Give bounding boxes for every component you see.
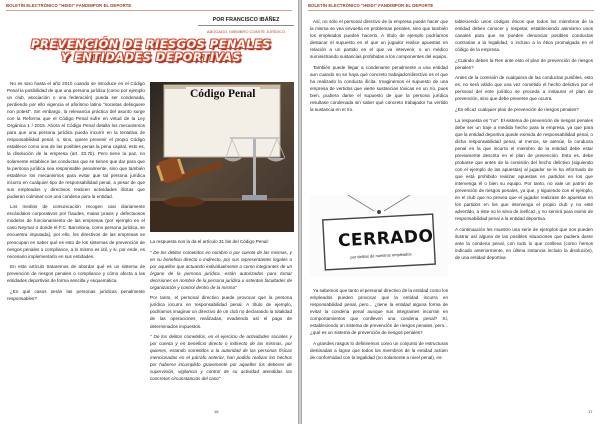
cerrado-sign-subtitle: por delitos de nuestros empleados	[350, 251, 412, 260]
right-page	[302, 0, 600, 424]
right-page-column-1b	[310, 287, 448, 364]
paragraph: Ya sabemos que tanto el personal directivo de la entidad como los empleados pueden provocar que la entidad incurra en responsabilidad penal, pero... ¿tiene la entidad alguna forma de evitar la condena penal aunque sus integrantes incurran en comportamientos que conlleven una condena penal? Sí, estableciendo un sistema de prevención de riesgos penales, pero... ¿qué es un sistema de prevención de riesgos penales?	[310, 288, 449, 336]
page-number-right: 17	[588, 409, 593, 414]
paragraph: También puede llegar a condenarse penalmente a una entidad aun cuando no se haya qué concreto trabajador/directivo es el que ha realizado la conducta ilícita. Imaginemos el supuesto de una empresa de vertidos que vierte sustancias tóxicas en un río, pues bien, pudiera darse el supuesto de que la persona jurídica resultase condenada sin saber qué concreto trabajador ha vertido la sustancia en el río.	[310, 64, 448, 113]
running-head-left: BOLETÍN ELECTRÓNICO "HEIDI" FANDIMPOR EL DEPORTE	[6, 3, 132, 8]
codigo-penal-photo	[150, 82, 294, 232]
paragraph: En este artículo trataremos de abordar qué es un sistema de prevención de riesgos penales o compliance y cómo afecta a las entidades deportivas de forma sencilla y esquemática.	[7, 264, 145, 284]
paragraph: A continuación les muestro una serie de ejemplos que nos pueden ilustrar así alguna de las posibles situaciones que pudiera darse ante la condena penal, con todo lo que conlleva (como hemos indicado anteriormente, en última instancia incluso la disolución), de una entidad deportiva	[455, 226, 593, 260]
paragraph: No es sino hasta el año 2010 cuando se introduce en el Código Penal la posibilidad de que una persona jurídica (como por ejemplo un club, asociación o una federación) pueda ser condenada, perdiendo por ello vigencia el aforismo latino "societas delinquere non potest". Sin embargo, la relevancia práctica del asunto surge con la Reforma que el Código Penal sufre en virtud de la Ley Orgánica 1 / 2015. Ahora el Código Penal detalla los mecanismos para que una persona jurídica pueda incurrir en la tentativa de responsabilidad penal, o, sino, quiere prevenir el propio Código establece como una de las posibles penas la pena capital, esto es, la disolución de la empresa (art. 33.7b). Pero tiene la paz, no solamente establece las conductas que se tienen que dar para que la persona jurídica sea responsable penalmente, sino que también establece los mecanismos para evitar que tal persona jurídica incurra en cualquier tipo de responsabilidad penal, a pesar de que sus empleados y directivos realicen actividades ilícitas que pudieran culminar con una condena para la entidad.	[7, 81, 145, 199]
running-head-right: BOLETÍN ELECTRÓNICO "HEIDI" FANDIMPOR EL DEPORTE	[308, 3, 434, 8]
article-title	[6, 38, 296, 64]
article-title-line-1: PREVENCIÓN DE RIESGOS PENALES	[31, 37, 271, 51]
codigo-penal-label: Código Penal	[186, 87, 260, 101]
question-heading: ¿Es eficaz cualquier plan de prevención de riesgos penales?	[455, 107, 579, 113]
byline	[198, 17, 294, 34]
paragraph: ¿En qué casos serán las personas jurídicas penalmente responsables?	[7, 288, 145, 301]
question-heading: ¿Cuándo deben la Res ante esto el plan de prevención de riesgos penales?	[455, 57, 593, 70]
left-page-column-2	[150, 238, 292, 386]
paragraph: Antes de la comisión de cualquiera de las conductas punibles, esto es, no será válido que una vez cometido el hecho delictivo por el personal del ente jurídico se proceda a instaurar el plan de prevención, sino que debe preverse que ocurra.	[455, 75, 593, 102]
paragraph: Los medios de comunicación recogen casi diariamente escándalos corporativos por fraudes, malas praxis y defectuosos modelos de funcionamiento de las empresas (por ejemplo en el caso Neymar o donde el F.C. Barcelona, como persona jurídica, se encuentra imputada), por ello, los directivos de las empresas se preocupan en saber qué es esto de los sistemas de prevención de riesgos penales o compliance, a lo mismo es útil, y si, por ende, es necesario implementarlo en sus entidades.	[7, 204, 145, 259]
byline-author: POR FRANCISCO IBÁÑEZ	[198, 17, 294, 26]
paragraph: tableciendo unos códigos éticos que todos los miembros de la entidad deben conocer y respetar, estableciendo asimismo unos canales para que se pueden denunciar posibles conductas contrarias a la legalidad, o incluso a la ética promulgada en el código de la empresa.	[455, 19, 593, 53]
paragraph: A grandes rasgos lo definiremos como un conjunto de estructuras destinadas a lograr que todos los miembros de la entidad actúen de conformidad con la legalidad (no solamente a nivel penal), es-	[310, 340, 448, 360]
paragraph: Así, no sólo el personal directivo de la empresa puede hacer que la misma se vea envuelta en problemas penales, sino que también los empleados pueden hacerlo. A título de ejemplo podríamos destacar el supuesto en el que un jugador realice apuestas en relación a un partido en el que va intervenir, o un médico suministrando sustancias prohibidas a los componentes del equipo.	[310, 19, 448, 60]
left-page	[0, 0, 298, 424]
byline-role: ABOGADO, MIEMBRO COMITÉ JURÍDICO	[206, 29, 286, 34]
quote-paragraph: " De los delitos cometidos, en el ejercicio de actividades sociales y por cuenta y en beneficio directo o indirecto de las mismas, por quienes, estando sometidos a la autoridad de las personas físicas mencionadas en el párrafo anterior, han podido realizar los hechos por haberse incumplido gravemente por aquellos los deberes de supervisión, vigilancia y control de su actividad atendidas las concretas circunstancias del caso"	[150, 334, 292, 382]
page-number-left: 16	[214, 409, 219, 414]
quote-paragraph: " De los delitos cometidos en nombre o por cuenta de las mismas, y en su beneficio directo o indirecto, por sus representantes legales o por aquellos que actuando individualmente o como integrantes de un órgano de la persona jurídica, están autorizados para tomar decisiones en nombre de la persona jurídica u ostentan facultades de organización y control dentro de la misma"	[150, 249, 292, 290]
left-page-column-1	[7, 80, 145, 305]
cerrado-sign-photo	[310, 195, 448, 277]
right-page-column-2	[455, 18, 593, 265]
paragraph: La respuesta es "no". El sistema de prevención de riesgos penales debe ser un traje a medida hecho para la empresa, ya que para que la entidad deportiva quede eximida de responsabilidad penal, o dicha responsabilidad penal, al menos, se atenúe, la conducta penal en la que incurra el miembro de la entidad debe estar previamente descrita en el plan de prevención. Esto es, debe probarse que antes de la comisión del hecho delictivo (siguiendo con el ejemplo de las apuestas) al jugador se le ha informado de que está prohibido realizar apuestas en partidos en los que intervenga él o bien su equipo. Por tanto, no vale un patrón de prevención de riesgos penales, ya que, y siguiendo con el ejemplo, en el club que no prevea que el jugador realizase de apuestas en los partidos en los que intervenga el propio club y no esté advertido, a éste no le sirva de ineficaz, y no servirá para eximir de responsabilidad penal a la entidad deportiva.	[455, 117, 593, 222]
running-head-rule	[6, 10, 292, 11]
article-title-line-2: Y ENTIDADES DEPORTIVAS	[60, 50, 242, 64]
paragraph: La respuesta nos la da el artículo 31 bis del Código Penal:	[150, 239, 269, 244]
paragraph: Por tanto, el personal directivo puede provocar que la persona jurídica incurra en responsabilidad penal. A título de ejemplo, podríamos imaginar un directivo de un club no declarando la totalidad de las operaciones realizadas, evadiendo así el pago de determinados impuestos.	[150, 295, 292, 329]
right-page-column-1	[310, 18, 448, 117]
cerrado-sign-text: CERRADO	[337, 226, 434, 252]
running-head-rule	[308, 10, 594, 11]
